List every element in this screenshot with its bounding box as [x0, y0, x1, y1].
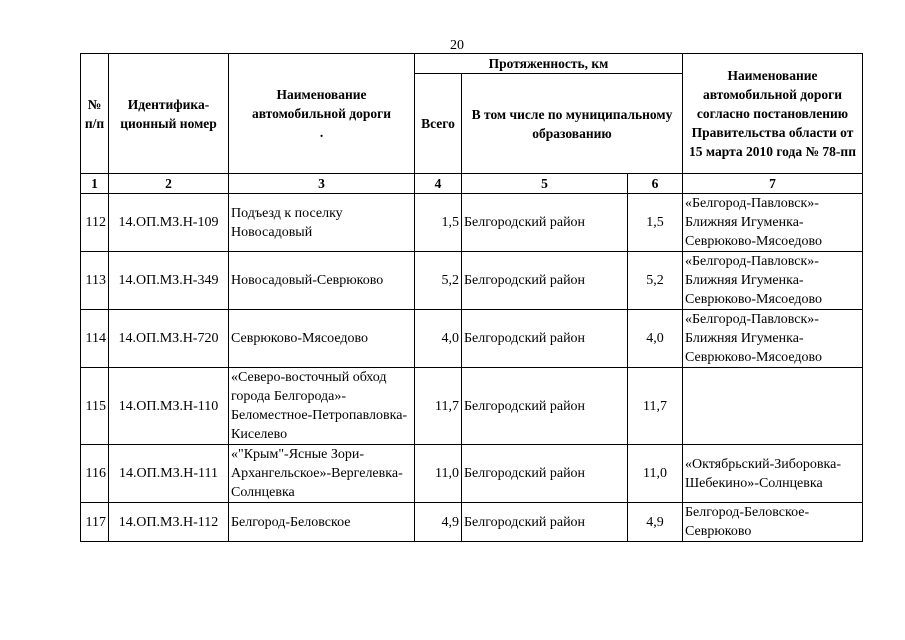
road-name: Севрюково-Мясоедово [229, 310, 415, 368]
row-number: 117 [81, 503, 109, 542]
decree-road-name: «Белгород-Павловск»-Ближняя Игуменка-Севрюково-Мясоедово [683, 252, 863, 310]
row-number: 114 [81, 310, 109, 368]
roads-table [80, 53, 863, 542]
header-name-text: Наименование автомобильной дороги [251, 87, 392, 121]
length-total: 11,0 [415, 445, 462, 503]
header-decree: Наименование автомобильной дороги согласно постановлению Правительства области от 15 марта 2010 года № 78-пп [683, 54, 863, 174]
length-municipal: 11,7 [628, 368, 683, 445]
road-name: Новосадовый-Севрюково [229, 252, 415, 310]
decree-road-name [683, 368, 863, 445]
district: Белгородский район [462, 252, 628, 310]
row-number: 112 [81, 194, 109, 252]
road-id: 14.ОП.МЗ.Н-109 [109, 194, 229, 252]
column-number: 4 [415, 174, 462, 194]
header-name [229, 54, 415, 174]
column-number: 7 [683, 174, 863, 194]
table-row [81, 310, 863, 368]
district: Белгородский район [462, 310, 628, 368]
decree-road-name: Белгород-Беловское-Севрюково [683, 503, 863, 542]
district: Белгородский район [462, 445, 628, 503]
header-total: Всего [415, 74, 462, 174]
road-id: 14.ОП.МЗ.Н-112 [109, 503, 229, 542]
table-row [81, 252, 863, 310]
length-total: 5,2 [415, 252, 462, 310]
decree-road-name: «Белгород-Павловск»-Ближняя Игуменка-Севрюково-Мясоедово [683, 310, 863, 368]
length-municipal: 4,9 [628, 503, 683, 542]
road-id: 14.ОП.МЗ.Н-720 [109, 310, 229, 368]
header-num: № п/п [81, 54, 109, 174]
length-total: 1,5 [415, 194, 462, 252]
length-municipal: 4,0 [628, 310, 683, 368]
length-municipal: 5,2 [628, 252, 683, 310]
road-id: 14.ОП.МЗ.Н-110 [109, 368, 229, 445]
page-number: 20 [450, 38, 464, 53]
column-number: 1 [81, 174, 109, 194]
table-row [81, 503, 863, 542]
road-name: Белгород-Беловское [229, 503, 415, 542]
table-row [81, 445, 863, 503]
road-name: «Северо-восточный обход города Белгорода»-Беломестное-Петропавловка-Киселево [229, 368, 415, 445]
length-municipal: 1,5 [628, 194, 683, 252]
header-municipal: В том числе по муниципальному образованию [462, 74, 683, 174]
header-length-group: Протяженность, км [415, 54, 683, 74]
road-name: Подъезд к поселку Новосадовый [229, 194, 415, 252]
row-number: 113 [81, 252, 109, 310]
row-number: 116 [81, 445, 109, 503]
column-number: 3 [229, 174, 415, 194]
length-total: 4,9 [415, 503, 462, 542]
road-id: 14.ОП.МЗ.Н-349 [109, 252, 229, 310]
district: Белгородский район [462, 194, 628, 252]
header-name-mark: . [319, 125, 324, 140]
column-number: 2 [109, 174, 229, 194]
length-total: 4,0 [415, 310, 462, 368]
length-total: 11,7 [415, 368, 462, 445]
row-number: 115 [81, 368, 109, 445]
table-row [81, 194, 863, 252]
decree-road-name: «Октябрьский-Зиборовка-Шебекино»-Солнцевка [683, 445, 863, 503]
road-name: «"Крым"-Ясные Зори-Архангельское»-Вергелевка-Солнцевка [229, 445, 415, 503]
decree-road-name: «Белгород-Павловск»-Ближняя Игуменка-Севрюково-Мясоедово [683, 194, 863, 252]
road-id: 14.ОП.МЗ.Н-111 [109, 445, 229, 503]
column-number: 5 [462, 174, 628, 194]
column-number: 6 [628, 174, 683, 194]
length-municipal: 11,0 [628, 445, 683, 503]
district: Белгородский район [462, 503, 628, 542]
table-row [81, 368, 863, 445]
column-number-row [81, 174, 863, 194]
header-id: Идентифика-ционный номер [109, 54, 229, 174]
district: Белгородский район [462, 368, 628, 445]
